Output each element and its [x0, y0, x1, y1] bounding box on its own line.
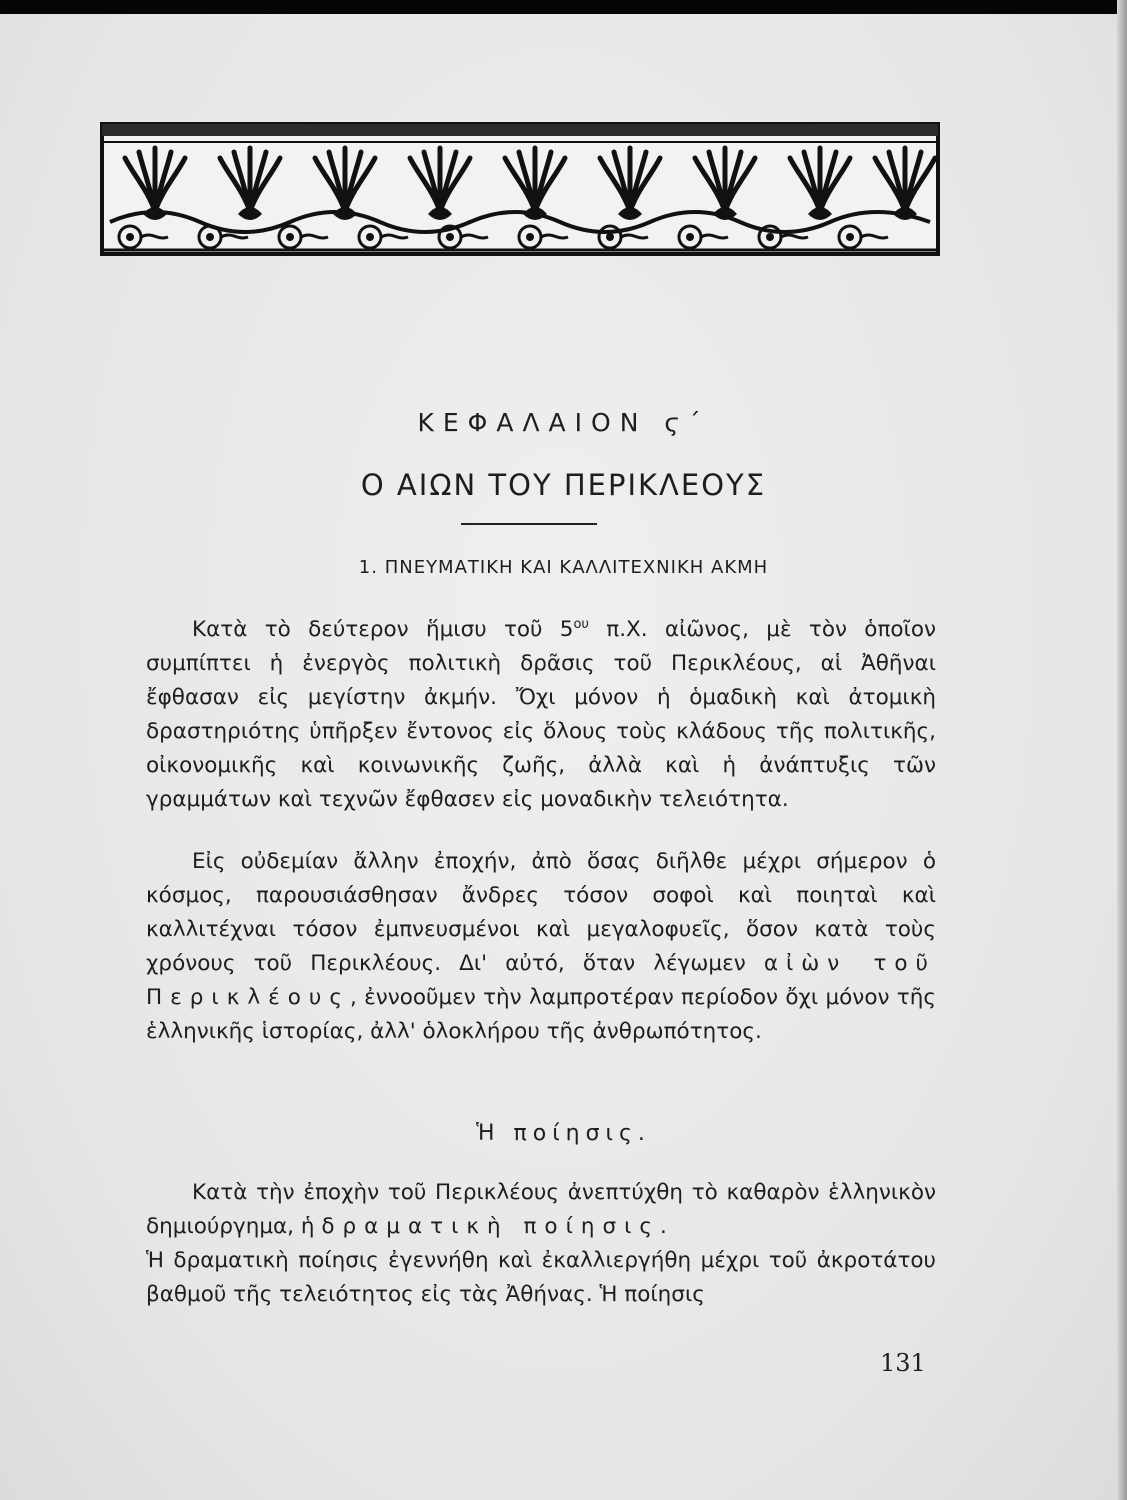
palmette-frieze-ornament	[100, 122, 940, 256]
paragraph-3: Κατὰ τὴν ἐποχὴν τοῦ Περικλέους ἀνεπτύχθη τὸ καθαρὸν ἑλληνικὸν δημιούργημα, ἡ δραματικὴ ποίησις.	[146, 1180, 936, 1239]
emphasized-phrase: αἰὼν τοῦ Περικλέους	[146, 951, 936, 1010]
scan-right-edge	[1117, 0, 1127, 1500]
emphasized-phrase: δραματικὴ ποίησις	[321, 1214, 661, 1239]
paragraph-1: Κατὰ τὸ δεύτερον ἥμισυ τοῦ $5^{o\upsilon}$ π.Χ. αἰῶνος, μὲ τὸν ὁποῖον συμπίπτει ἡ ἐνεργὸς πολιτικὴ δρᾶσις τοῦ Περικλέους, αἱ Ἀθῆναι ἔφθασαν εἰς μεγίστην ἀκμήν. Ὄχι μόνον ἡ ὁμαδικὴ καὶ ἀτομικὴ δραστηριότης ὑπῆρξεν ἔντονος εἰς ὅλους τοὺς κλάδους τῆς πολιτικῆς, οἰκονομικῆς καὶ κοινωνικῆς ζωῆς, ἀλλὰ καὶ ἡ ἀνάπτυξις τῶν γραμμάτων καὶ τεχνῶν ἔφθασεν εἰς μοναδικὴν τελειότητα.	[146, 617, 936, 813]
chapter-title: Ο ΑΙΩΝ ΤΟΥ ΠΕΡΙΚΛΕΟΥΣ	[360, 468, 767, 502]
page-number: 131	[880, 1349, 926, 1377]
scan-top-border	[0, 0, 1127, 14]
paragraph-2: Εἰς οὐδεμίαν ἄλλην ἐποχήν, ἀπὸ ὅσας διῆλθε μέχρι σήμερον ὁ κόσμος, παρουσιάσθησαν ἄνδρες τόσον σοφοὶ καὶ ποιηταὶ καὶ καλλιτέχναι τόσον ἐμπνευσμένοι καὶ μεγαλοφυεῖς, ὅσον κατὰ τοὺς χρόνους τοῦ Περικλέους. Δι' αὐτό, ὅταν λέγωμεν αἰὼν τοῦ Περικλέους, ἐννοοῦμεν τὴν λαμπροτέραν περίοδον ὄχι μόνον τῆς ἑλληνικῆς ἱστορίας, ἀλλ' ὁλοκλήρου τῆς ἀνθρωπότητος.	[146, 849, 936, 1044]
paragraph-4: Ἡ δραματικὴ ποίησις ἐγεννήθη καὶ ἐκαλλιεργήθη μέχρι τοῦ ἀκροτάτου βαθμοῦ τῆς τελειότητος εἰς τὰς Ἀθήνας. Ἡ ποίησις	[146, 1248, 936, 1307]
chapter-label: ΚΕΦΑΛΑΙΟΝ ϛ΄	[417, 408, 710, 437]
section-heading: 1. ΠΝΕΥΜΑΤΙΚΗ ΚΑΙ ΚΑΛΛΙΤΕΧΝΙΚΗ ΑΚΜΗ	[358, 557, 769, 578]
sub-heading-poetry: Ἡ ποίησις.	[476, 1121, 651, 1146]
title-divider	[461, 523, 597, 525]
